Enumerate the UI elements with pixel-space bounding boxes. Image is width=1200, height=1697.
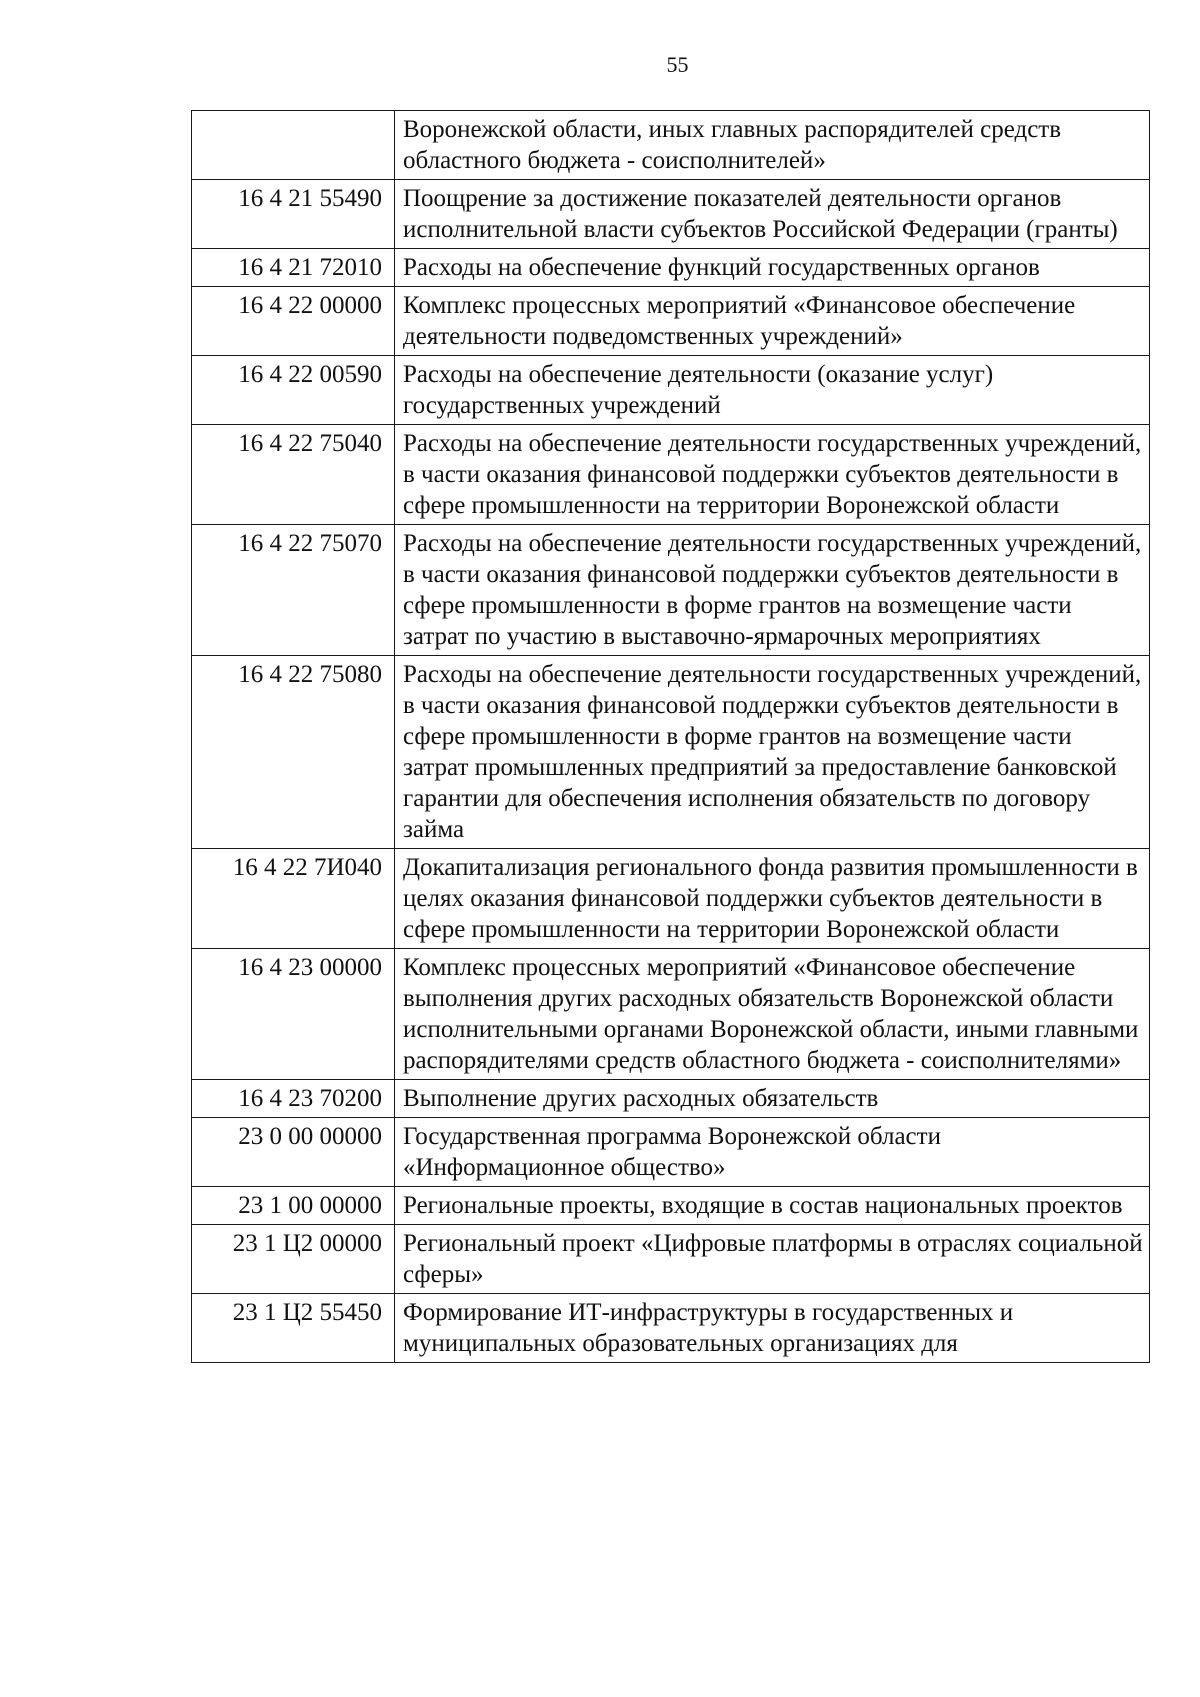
row-description: Формирование ИТ-инфраструктуры в государственных и муниципальных образовательных организациях для — [395, 1294, 1150, 1363]
row-description: Расходы на обеспечение деятельности государственных учреждений, в части оказания финансовой поддержки субъектов деятельности в сфере промышленности на территории Воронежской области — [395, 425, 1150, 525]
row-description: Региональный проект «Цифровые платформы в отраслях социальной сферы» — [395, 1225, 1150, 1294]
row-code: 16 4 23 00000 — [192, 949, 395, 1080]
row-description: Комплекс процессных мероприятий «Финансовое обеспечение деятельности подведомственных учреждений» — [395, 287, 1150, 356]
row-code: 23 1 00 00000 — [192, 1187, 395, 1225]
table-row — [192, 249, 1150, 287]
page-number: 55 — [666, 52, 689, 77]
row-code: 23 0 00 00000 — [192, 1118, 395, 1187]
table-row — [192, 425, 1150, 525]
row-code: 16 4 22 75080 — [192, 656, 395, 849]
row-description: Расходы на обеспечение деятельности (оказание услуг) государственных учреждений — [395, 356, 1150, 425]
row-description: Расходы на обеспечение деятельности государственных учреждений, в части оказания финансовой поддержки субъектов деятельности в сфере промышленности в форме грантов на возмещение части затрат по участию в выставочно-ярмарочных мероприятиях — [395, 525, 1150, 656]
row-code: 16 4 22 7И040 — [192, 849, 395, 949]
table-row — [192, 525, 1150, 656]
row-description: Комплекс процессных мероприятий «Финансовое обеспечение выполнения других расходных обязательств Воронежской области исполнительными органами Воронежской области, иными главными распорядителями средств областного бюджета - соисполнителями» — [395, 949, 1150, 1080]
row-description: Докапитализация регионального фонда развития промышленности в целях оказания финансовой поддержки субъектов деятельности в сфере промышленности на территории Воронежской области — [395, 849, 1150, 949]
table-row — [192, 111, 1150, 180]
table-row — [192, 1294, 1150, 1363]
table-row — [192, 949, 1150, 1080]
row-description: Расходы на обеспечение функций государственных органов — [395, 249, 1150, 287]
table-row — [192, 1118, 1150, 1187]
row-description: Выполнение других расходных обязательств — [395, 1080, 1150, 1118]
row-code: 16 4 22 00000 — [192, 287, 395, 356]
row-code: 16 4 21 55490 — [192, 180, 395, 249]
row-code: 16 4 21 72010 — [192, 249, 395, 287]
row-code — [192, 111, 395, 180]
row-code: 16 4 22 75070 — [192, 525, 395, 656]
row-code: 16 4 22 00590 — [192, 356, 395, 425]
row-code: 16 4 22 75040 — [192, 425, 395, 525]
row-description: Государственная программа Воронежской области «Информационное общество» — [395, 1118, 1150, 1187]
row-code: 23 1 Ц2 00000 — [192, 1225, 395, 1294]
table-row — [192, 180, 1150, 249]
table-row — [192, 656, 1150, 849]
budget-classification-table — [191, 110, 1150, 1363]
row-description: Расходы на обеспечение деятельности государственных учреждений, в части оказания финансовой поддержки субъектов деятельности в сфере промышленности в форме грантов на возмещение части затрат промышленных предприятий за предоставление банковской гарантии для обеспечения исполнения обязательств по договору займа — [395, 656, 1150, 849]
table-row — [192, 1080, 1150, 1118]
row-code: 16 4 23 70200 — [192, 1080, 395, 1118]
row-code: 23 1 Ц2 55450 — [192, 1294, 395, 1363]
row-description: Региональные проекты, входящие в состав национальных проектов — [395, 1187, 1150, 1225]
table-row — [192, 287, 1150, 356]
table-row — [192, 1225, 1150, 1294]
table-row — [192, 1187, 1150, 1225]
table-row — [192, 356, 1150, 425]
table-row — [192, 849, 1150, 949]
row-description: Воронежской области, иных главных распорядителей средств областного бюджета - соисполнителей» — [395, 111, 1150, 180]
row-description: Поощрение за достижение показателей деятельности органов исполнительной власти субъектов Российской Федерации (гранты) — [395, 180, 1150, 249]
